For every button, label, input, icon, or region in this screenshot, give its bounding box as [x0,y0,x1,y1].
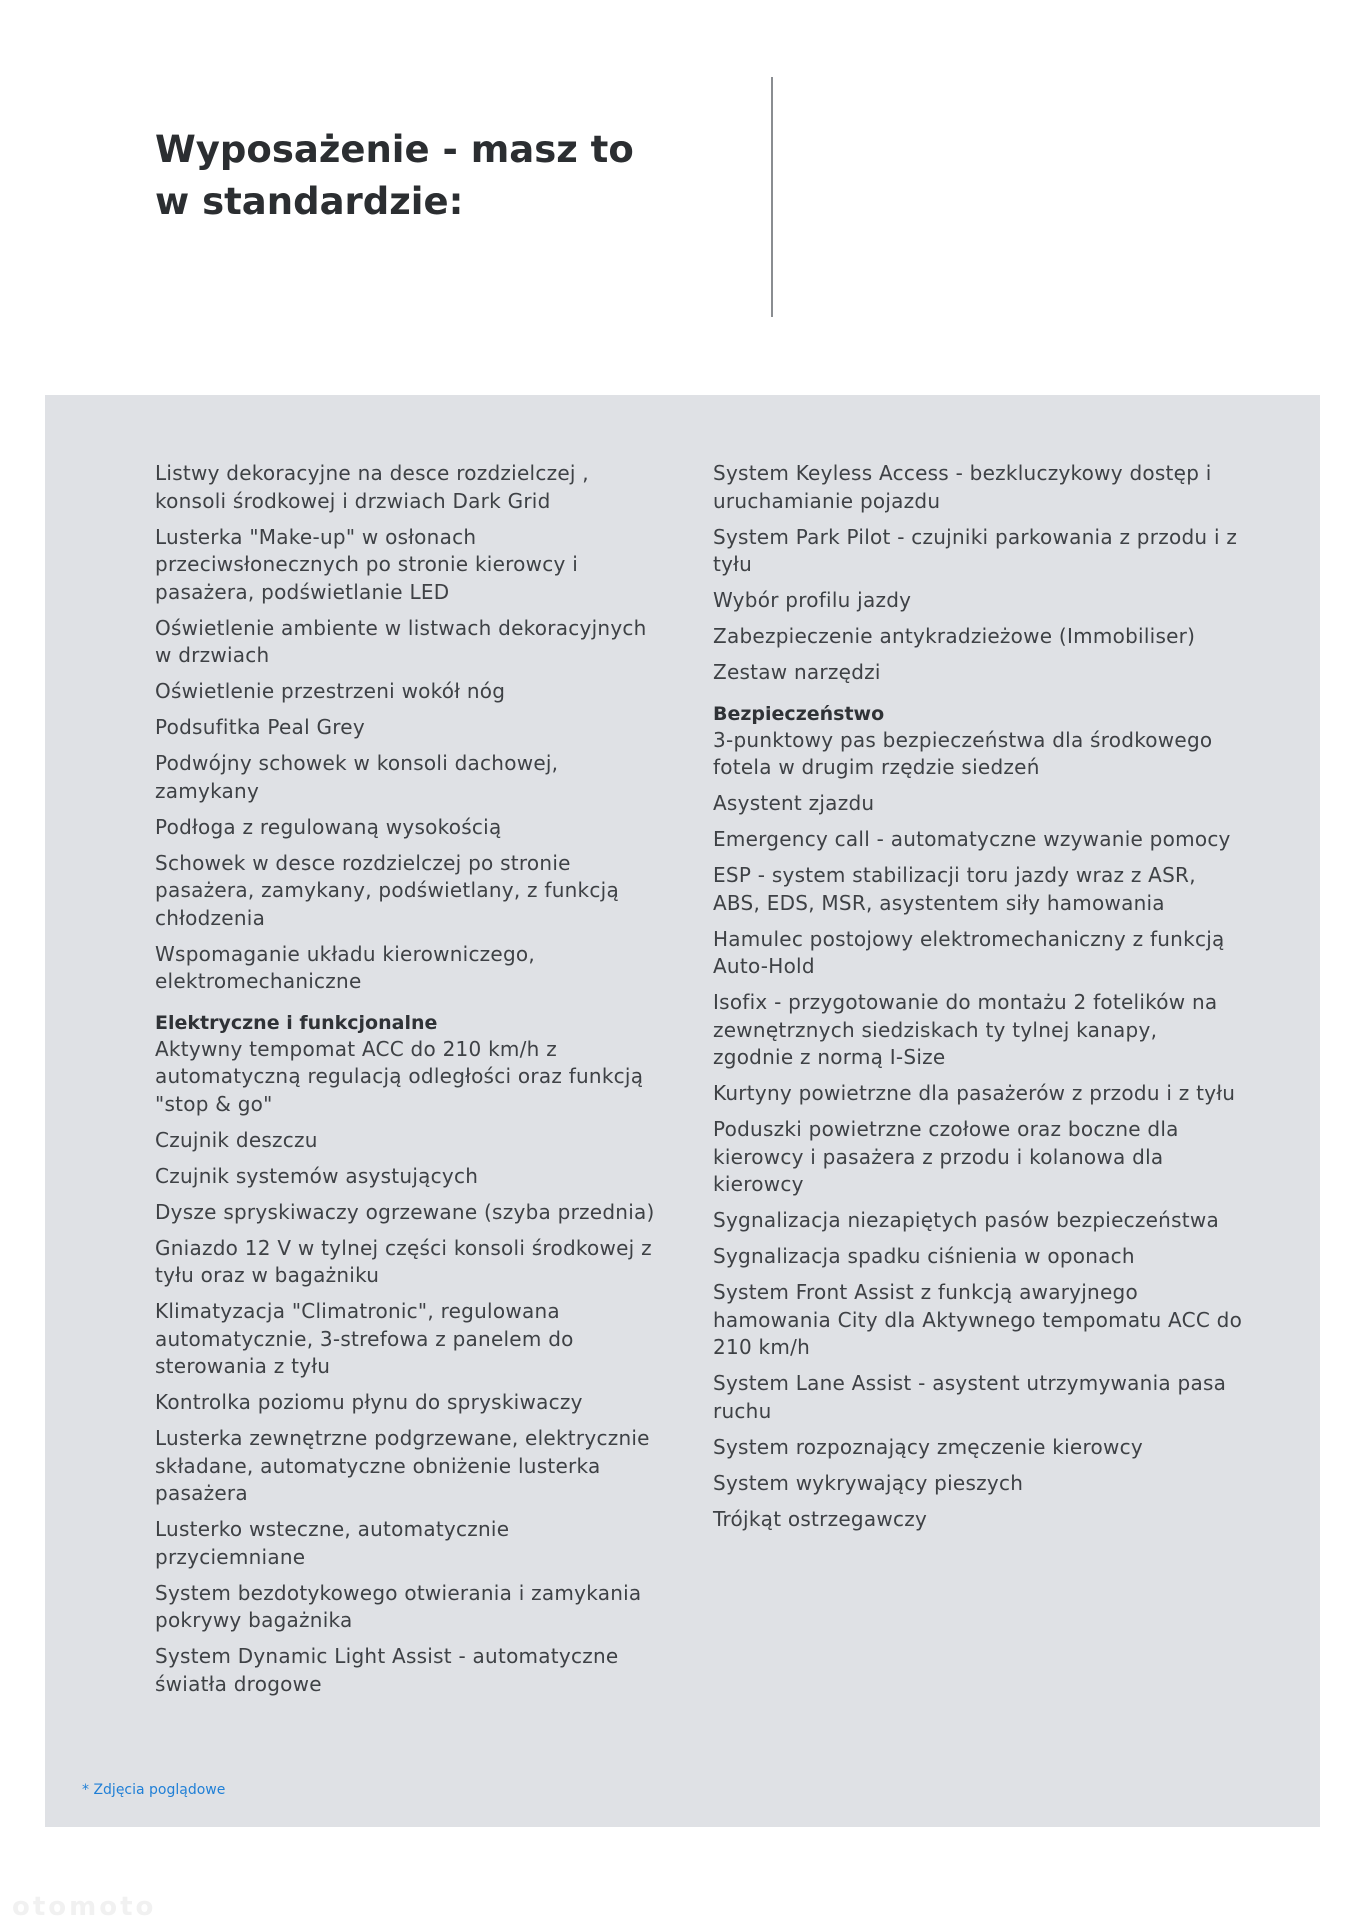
left-list-bottom [155,1036,665,1699]
vertical-divider [771,77,773,317]
footnote: * Zdjęcia poglądowe [82,1782,226,1798]
equipment-item: Podsufitka Peal Grey [155,715,365,739]
equipment-item: System Dynamic Light Assist - automatyczne światła drogowe [155,1644,619,1696]
equipment-item: Schowek w desce rozdzielczej po stronie pasażera, zamykany, podświetlany, z funkcją chłodzenia [155,850,619,930]
title-line-2: w standardzie: [155,180,464,223]
right-list-bottom [713,727,1243,1534]
equipment-item: Wybór profilu jazdy [713,588,912,612]
equipment-item: Podwójny schowek w konsoli dachowej, zamykany [155,751,559,803]
equipment-item: Oświetlenie przestrzeni wokół nóg [155,679,506,703]
equipment-item: Asystent zjazdu [713,791,875,815]
equipment-item: Czujnik deszczu [155,1127,318,1152]
equipment-item: 3-punktowy pas bezpieczeństwa dla środkowego fotela w drugim rzędzie siedzeń [713,727,1213,779]
equipment-item: Sygnalizacja niezapiętych pasów bezpieczeństwa [713,1208,1219,1232]
equipment-item: Kontrolka poziomu płynu do spryskiwaczy [155,1390,583,1414]
equipment-item: System Lane Assist - asystent utrzymywania pasa ruchu [713,1371,1227,1423]
title-line-1: Wyposażenie - masz to [155,128,634,171]
section-heading-electrical: Elektryczne i funkcjonalne [155,1011,438,1034]
equipment-item: Lusterko wsteczne, automatycznie przyciemniane [155,1517,510,1569]
watermark: otomoto [12,1892,157,1922]
equipment-item: System rozpoznający zmęczenie kierowcy [713,1434,1143,1459]
equipment-item: Klimatyzacja "Climatronic", regulowana automatycznie, 3-strefowa z panelem do sterowania z tyłu [155,1299,574,1378]
section-heading-safety: Bezpieczeństwo [713,702,885,725]
equipment-item: Podłoga z regulowaną wysokością [155,814,502,839]
equipment-item: Oświetlenie ambiente w listwach dekoracyjnych w drzwiach [155,615,647,667]
equipment-item: Gniazdo 12 V w tylnej części konsoli środkowej z tyłu oraz w bagażniku [155,1235,652,1287]
equipment-item: Emergency call - automatyczne wzywanie pomocy [713,827,1231,851]
equipment-item: Lusterka "Make-up" w osłonach przeciwsłonecznych po stronie kierowcy i pasażera, podświetlanie LED [155,524,579,604]
equipment-item: Hamulec postojowy elektromechaniczny z funkcją Auto-Hold [713,926,1225,978]
equipment-item: System wykrywający pieszych [713,1470,1024,1495]
equipment-item: System Keyless Access - bezkluczykowy dostęp i uruchamianie pojazdu [713,461,1212,513]
equipment-item: Trójkąt ostrzegawczy [713,1506,928,1531]
page-title [155,124,634,228]
left-column [155,460,665,1707]
equipment-item: Zestaw narzędzi [713,660,881,684]
equipment-item: System Park Pilot - czujniki parkowania z przodu i z tyłu [713,524,1238,576]
right-column [713,460,1243,1542]
right-list-top [713,460,1243,687]
equipment-item: Zabezpieczenie antykradzieżowe (Immobiliser) [713,624,1196,648]
equipment-item: Listwy dekoracyjne na desce rozdzielczej , konsoli środkowej i drzwiach Dark Grid [155,461,589,513]
equipment-item: Poduszki powietrzne czołowe oraz boczne dla kierowcy i pasażera z przodu i kolanowa dla kierowcy [713,1117,1179,1196]
equipment-item: Aktywny tempomat ACC do 210 km/h z automatyczną regulacją odległości oraz funkcją "stop & go" [155,1036,644,1116]
equipment-item: Dysze spryskiwaczy ogrzewane (szyba przednia) [155,1199,655,1224]
equipment-item: Sygnalizacja spadku ciśnienia w oponach [713,1244,1135,1268]
equipment-item: Wspomaganie układu kierowniczego, elektromechaniczne [155,941,536,993]
equipment-item: Czujnik systemów asystujących [155,1163,479,1188]
left-list-top [155,460,665,996]
equipment-item: Lusterka zewnętrzne podgrzewane, elektrycznie składane, automatyczne obniżenie lusterka pasażera [155,1426,650,1505]
equipment-item: System Front Assist z funkcją awaryjnego hamowania City dla Aktywnego tempomatu ACC do 210 km/h [713,1280,1243,1359]
equipment-item: Kurtyny powietrzne dla pasażerów z przodu i z tyłu [713,1081,1236,1105]
equipment-item: ESP - system stabilizacji toru jazdy wraz z ASR, ABS, EDS, MSR, asystentem siły hamowania [713,863,1196,915]
equipment-item: System bezdotykowego otwierania i zamykania pokrywy bagażnika [155,1580,642,1632]
equipment-item: Isofix - przygotowanie do montażu 2 fotelików na zewnętrznych siedziskach ty tylnej kanapy, zgodnie z normą I-Size [713,990,1218,1069]
